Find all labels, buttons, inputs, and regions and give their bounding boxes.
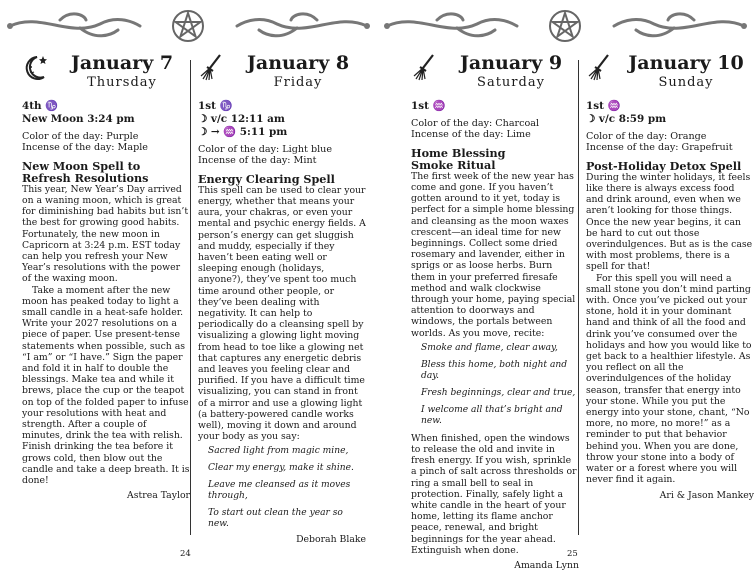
- moon-phase-sign: 1st ♒: [411, 100, 446, 112]
- color-of-day: Color of the day: Charcoal: [411, 118, 540, 129]
- verse-line: Leave me cleansed as it moves through,: [208, 480, 351, 502]
- spell-paragraph: During the winter holidays, it feels like there is always excess food and drink around, even when we aren’t looking for those things. Once the new year begins, it can be hard to cut out those overindulgences. But as is the case with most problems, there is a spell for that!: [586, 171, 753, 273]
- day-header: [22, 52, 190, 100]
- spell-title-line: Refresh Resolutions: [22, 170, 149, 185]
- day-entry: [22, 52, 190, 501]
- moon-star-icon: [22, 52, 48, 82]
- page-number: 25: [567, 549, 578, 559]
- broom-icon: [198, 52, 224, 82]
- day-weekday: Friday: [273, 75, 323, 90]
- spell-title: [411, 147, 579, 171]
- right-page: [377, 0, 754, 575]
- moon-event: New Moon 3:24 pm: [22, 113, 135, 125]
- spell-paragraph: The first week of the new year has come and gone. If you haven’t gotten around to it yet, today is perfect for a simple home blessing and cleansing as the moon waxes crescent—an ideal time for new beginnings. Collect some dried rosemary and lavender, either in sprigs or as loose herbs. Burn them in your preferred firesafe method and walk clockwise through your home, paying special attention to doorways and windows, the portals between worlds. As you move, recite:: [411, 170, 576, 339]
- incense-of-day: Incense of the day: Lime: [411, 129, 531, 141]
- author: Deborah Blake: [296, 534, 366, 546]
- spell-title: [586, 160, 754, 172]
- day-date: January 8: [246, 52, 350, 74]
- verse-line: Sacred light from magic mine,: [208, 446, 349, 457]
- day-header: [411, 52, 579, 100]
- moon-phase-sign: 1st ♒: [586, 100, 621, 112]
- spell-paragraph: Take a moment after the new moon has peaked today to light a small candle in a heat-safe holder. Write your 2027 resolutions on a piece of paper. Use present-tense statements when possible, such as “I am” or “I have.” Sign the paper and fold it in half to double the blessings. Make tea and while it brews, place the cup or the teapot on top of the folded paper to infuse your resolutions with heat and strength. After a couple of minutes, drink the tea with relish. Finish drinking the tea before it grows cold, then blow out the candle and take a deep breath. It is done!: [22, 284, 190, 487]
- day-entry: [198, 52, 366, 545]
- author: Astrea Taylor: [127, 490, 190, 502]
- moon-event: ☽ → ♒ 5:11 pm: [198, 126, 288, 138]
- author: Ari & Jason Mankey: [659, 489, 754, 501]
- spell-title: [22, 160, 190, 184]
- day-header: [586, 52, 754, 100]
- verse: [198, 446, 366, 530]
- verse-line: I welcome all that’s bright and new.: [421, 404, 563, 426]
- spell-title-line: Smoke Ritual: [411, 157, 496, 172]
- page-number: 24: [180, 549, 191, 559]
- moon-phase-sign: 1st ♑: [198, 100, 233, 112]
- day-date: January 9: [459, 52, 563, 74]
- moon-phase-sign: 4th ♑: [22, 100, 59, 112]
- moon-event: ☽ v/c 8:59 pm: [586, 113, 667, 125]
- day-header: [198, 52, 366, 100]
- verse-line: Fresh beginnings, clear and true,: [421, 387, 576, 398]
- day-weekday: Thursday: [87, 75, 157, 90]
- color-of-day: Color of the day: Orange: [586, 131, 707, 142]
- incense-of-day: Incense of the day: Grapefruit: [586, 142, 733, 154]
- verse-line: Bless this home, both night and day.: [421, 359, 568, 381]
- column-divider: [578, 60, 579, 535]
- spell-title-line: Post-Holiday Detox Spell: [586, 158, 742, 173]
- day-weekday: Saturday: [477, 75, 545, 90]
- broom-icon: [411, 52, 437, 82]
- day-date: January 7: [70, 52, 174, 74]
- day-weekday: Sunday: [658, 75, 714, 90]
- spell-paragraph: For this spell you will need a small stone you don’t mind parting with. Once you’ve picked out your stone, hold it in your dominant hand and think of all the food and drink you’ve consumed over the holidays and how you would like to get back to a healthier lifestyle. As you reflect on all the overindulgences of the holiday season, transfer that energy into your stone. While you put the energy into your stone, chant, “No more, no more, no more!” as a reminder to put that behavior behind you. When you are done, throw your stone into a body of water or a forest where you will never find it again.: [586, 272, 752, 486]
- spell-title: [198, 173, 366, 185]
- verse: [411, 343, 579, 427]
- day-date: January 10: [628, 52, 744, 74]
- verse-line: Clear my energy, make it shine.: [208, 463, 354, 474]
- day-entry: [411, 52, 579, 571]
- spell-paragraph: This spell can be used to clear your energy, whether that means your aura, your chakras, or even your mental and psychic energy fields. A person’s energy can get sluggish and muddy, especially if they haven’t been eating well or sleeping enough (holidays, anyone?), they’ve spent too much time around other people, or they’ve been dealing with negativity. It can help to periodically do a cleansing spell by visualizing a glowing light moving from head to toe like a glowing net that captures any energetic debris and leaves you feeling clear and purified. If you have a difficult time visualizing, you can stand in front of a mirror and use a glowing light (a battery-powered candle works well), moving it down and around your body as you say:: [198, 184, 366, 443]
- header-ornament: [0, 6, 377, 48]
- verse-line: To start out clean the year so new.: [208, 508, 343, 530]
- header-ornament: [377, 6, 754, 48]
- spell-paragraph: When finished, open the windows to release the old and invite in fresh energy. If you wish, sprinkle a pinch of salt across thresholds or ring a small bell to seal in protection. Finally, safely light a white candle in the heart of your home, letting its flame anchor peace, renewal, and bright beginnings for the year ahead. Extinguish when done.: [411, 432, 577, 556]
- column-divider: [190, 60, 191, 535]
- spell-title-line: New Moon Spell to: [22, 158, 141, 173]
- spell-paragraph: This year, New Year’s Day arrived on a waning moon, which is great for diminishing bad habits but isn’t the best for growing good habits. Fortunately, the new moon in Capricorn at 3:24 p.m. EST today can help you refresh your New Year’s resolutions with the power of the waxing moon.: [22, 183, 189, 285]
- broom-icon: [586, 52, 612, 82]
- incense-of-day: Incense of the day: Mint: [198, 155, 317, 167]
- author: Amanda Lynn: [514, 560, 579, 572]
- color-of-day: Color of the day: Light blue: [198, 144, 333, 155]
- day-entry: [586, 52, 754, 501]
- spell-title-line: Home Blessing: [411, 145, 506, 160]
- verse-line: Smoke and flame, clear away,: [421, 342, 558, 353]
- moon-event: ☽ v/c 12:11 am: [198, 113, 285, 125]
- color-of-day: Color of the day: Purple: [22, 131, 139, 142]
- incense-of-day: Incense of the day: Maple: [22, 142, 148, 154]
- spell-title-line: Energy Clearing Spell: [198, 171, 335, 186]
